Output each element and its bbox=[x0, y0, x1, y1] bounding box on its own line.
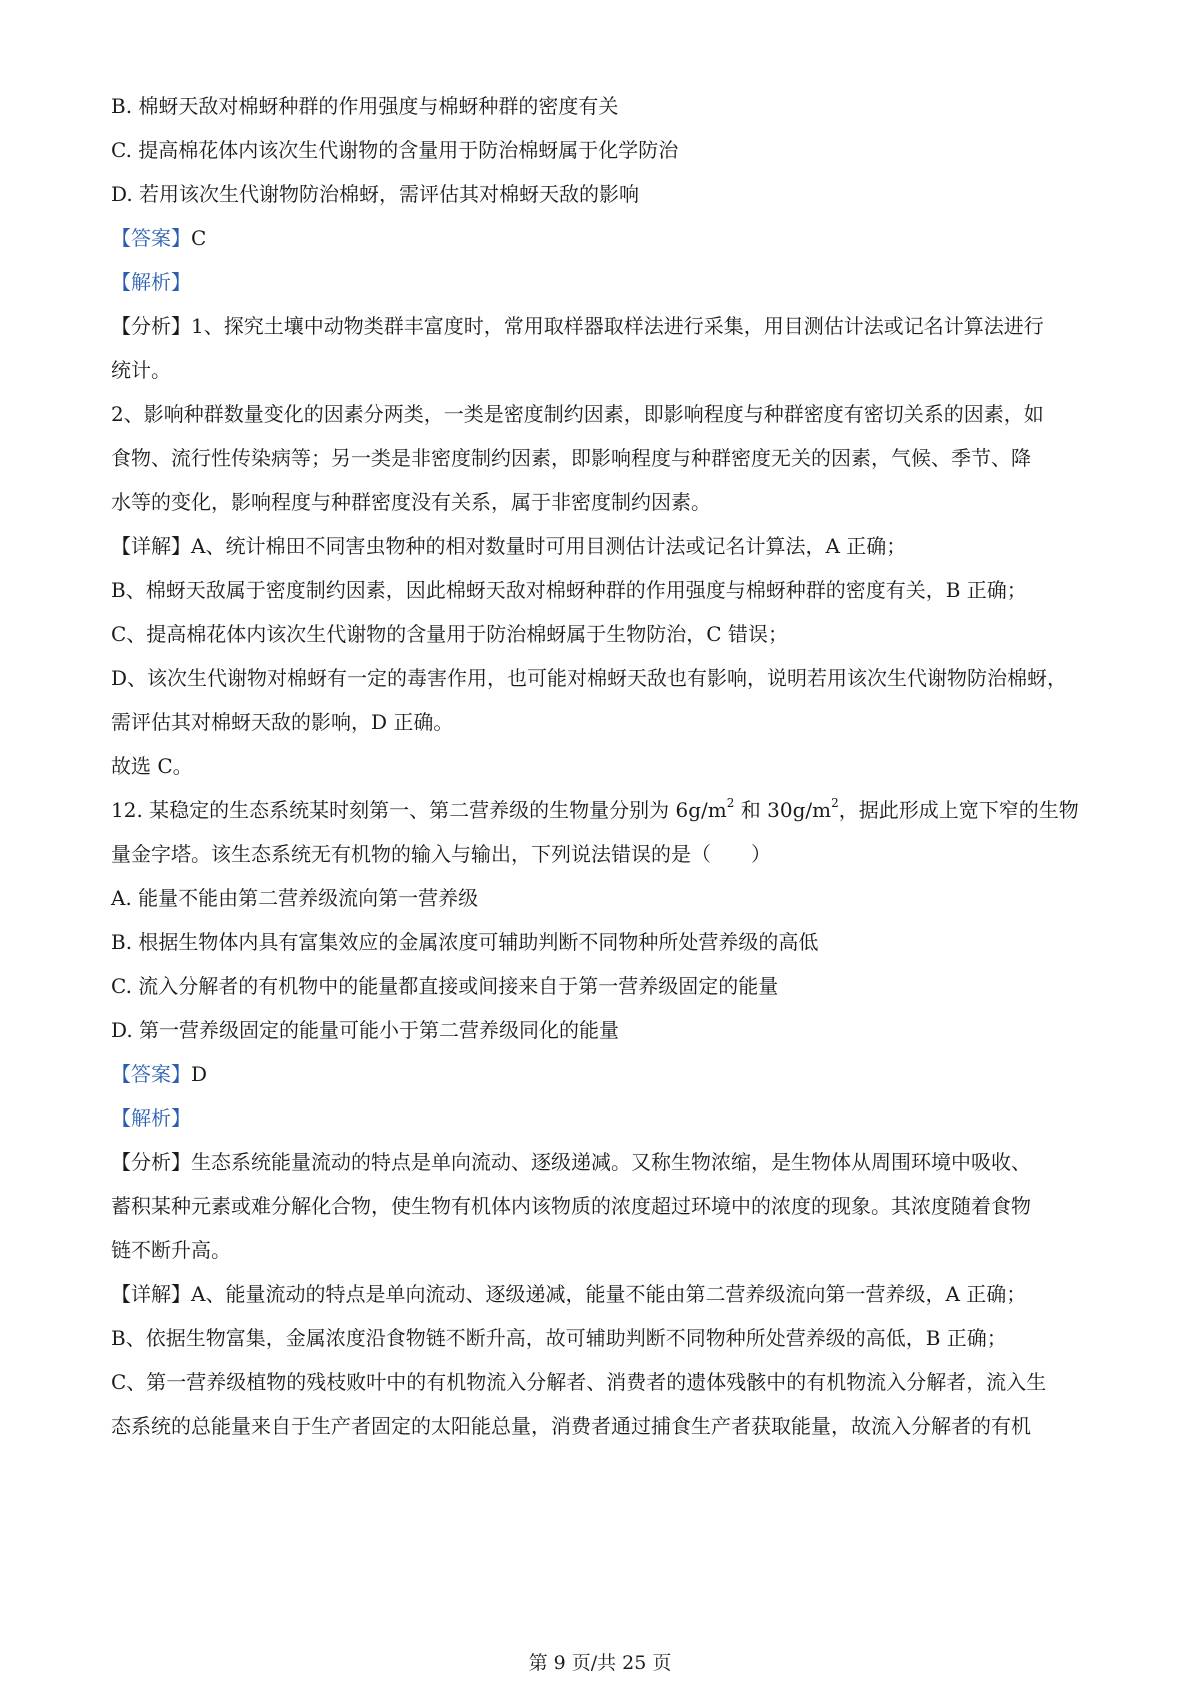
superscript: 2 bbox=[726, 796, 735, 811]
q12-answer bbox=[111, 1060, 207, 1088]
q12-option-a: A. 能量不能由第二营养级流向第一营养级 bbox=[111, 886, 479, 910]
q12-xiangjie-b: B、依据生物富集，金属浓度沿食物链不断升高，故可辅助判断不同物种所处营养级的高低，B 正确； bbox=[111, 1326, 1007, 1350]
stem-text: 12. 某稳定的生态系统某时刻第一、第二营养级的生物量分别为 6g/m bbox=[111, 798, 727, 822]
q12-xiangjie-c1: C、第一营养级植物的残枝败叶中的有机物流入分解者、消费者的遗体残骸中的有机物流入分解者，流入生 bbox=[111, 1370, 1047, 1394]
q11-fenxi-1a bbox=[111, 312, 1044, 340]
xiangjie-text: A、统计棉田不同害虫物种的相对数量时可用目测估计法或记名计算法，A 正确； bbox=[191, 534, 907, 558]
xiangjie-label: 【详解】 bbox=[111, 1282, 191, 1306]
page-number: 第 9 页/共 25 页 bbox=[528, 1652, 672, 1674]
q11-xiangjie-d1: D、该次生代谢物对棉蚜有一定的毒害作用，也可能对棉蚜天敌也有影响，说明若用该次生代谢物防治棉蚜， bbox=[111, 666, 1068, 690]
fenxi-label: 【分析】 bbox=[111, 314, 191, 338]
q11-fenxi-2a: 2、影响种群数量变化的因素分两类，一类是密度制约因素，即影响程度与种群密度有密切关系的因素，如 bbox=[111, 402, 1044, 426]
q11-fenxi-2b: 食物、流行性传染病等；另一类是非密度制约因素，即影响程度与种群密度无关的因素，气候、季节、降 bbox=[111, 446, 1031, 470]
q11-xiangjie-b: B、棉蚜天敌属于密度制约因素，因此棉蚜天敌对棉蚜种群的作用强度与棉蚜种群的密度有关，B 正确； bbox=[111, 578, 1027, 602]
answer-value: C bbox=[191, 226, 207, 250]
answer-label: 【答案】 bbox=[111, 226, 191, 250]
answer-label: 【答案】 bbox=[111, 1062, 191, 1086]
stem-text: ，据此形成上宽下窄的生物 bbox=[838, 798, 1079, 822]
jiexi-label: 【解析】 bbox=[111, 270, 191, 294]
q11-fenxi-2c: 水等的变化，影响程度与种群密度没有关系，属于非密度制约因素。 bbox=[111, 490, 711, 514]
q12-fenxi-3: 链不断升高。 bbox=[111, 1238, 231, 1262]
q11-answer bbox=[111, 224, 206, 252]
jiexi-label: 【解析】 bbox=[111, 1106, 191, 1130]
xiangjie-label: 【详解】 bbox=[111, 534, 191, 558]
q12-stem-2: 量金字塔。该生态系统无有机物的输入与输出，下列说法错误的是（ ） bbox=[111, 842, 771, 866]
q11-conclusion: 故选 C。 bbox=[111, 754, 193, 778]
q12-option-d: D. 第一营养级固定的能量可能小于第二营养级同化的能量 bbox=[111, 1018, 620, 1042]
q12-fenxi-2: 蓄积某种元素或难分解化合物，使生物有机体内该物质的浓度超过环境中的浓度的现象。其浓度随着食物 bbox=[111, 1194, 1031, 1218]
q12-xiangjie-a bbox=[111, 1280, 1026, 1308]
q11-option-c: C. 提高棉花体内该次生代谢物的含量用于防治棉蚜属于化学防治 bbox=[111, 138, 679, 162]
q12-option-b: B. 根据生物体内具有富集效应的金属浓度可辅助判断不同物种所处营养级的高低 bbox=[111, 930, 819, 954]
q11-jiexi bbox=[111, 268, 191, 296]
xiangjie-text: A、能量流动的特点是单向流动、逐级递减，能量不能由第二营养级流向第一营养级，A 正确； bbox=[191, 1282, 1027, 1306]
q12-xiangjie-c2: 态系统的总能量来自于生产者固定的太阳能总量，消费者通过捕食生产者获取能量，故流入分解者的有机 bbox=[111, 1414, 1031, 1438]
q12-jiexi bbox=[111, 1104, 191, 1132]
stem-text: 和 30g/m bbox=[734, 798, 832, 822]
answer-value: D bbox=[191, 1062, 208, 1086]
q12-option-c: C. 流入分解者的有机物中的能量都直接或间接来自于第一营养级固定的能量 bbox=[111, 974, 779, 998]
q11-xiangjie-d2: 需评估其对棉蚜天敌的影响，D 正确。 bbox=[111, 710, 454, 734]
q11-fenxi-1b: 统计。 bbox=[111, 358, 171, 382]
q11-option-d: D. 若用该次生代谢物防治棉蚜，需评估其对棉蚜天敌的影响 bbox=[111, 182, 640, 206]
q12-fenxi-1 bbox=[111, 1148, 1031, 1176]
q11-xiangjie-c: C、提高棉花体内该次生代谢物的含量用于防治棉蚜属于生物防治，C 错误； bbox=[111, 622, 788, 646]
superscript: 2 bbox=[831, 796, 839, 811]
fenxi-label: 【分析】 bbox=[111, 1150, 191, 1174]
fenxi-text: 生态系统能量流动的特点是单向流动、逐级递减。又称生物浓缩，是生物体从周围环境中吸收、 bbox=[191, 1150, 1031, 1174]
q11-option-b: B. 棉蚜天敌对棉蚜种群的作用强度与棉蚜种群的密度有关 bbox=[111, 94, 619, 118]
fenxi-text: 1、探究土壤中动物类群丰富度时，常用取样器取样法进行采集，用目测估计法或记名计算法进行 bbox=[191, 314, 1044, 338]
q12-stem-1 bbox=[111, 796, 1079, 824]
q11-xiangjie-a bbox=[111, 532, 906, 560]
